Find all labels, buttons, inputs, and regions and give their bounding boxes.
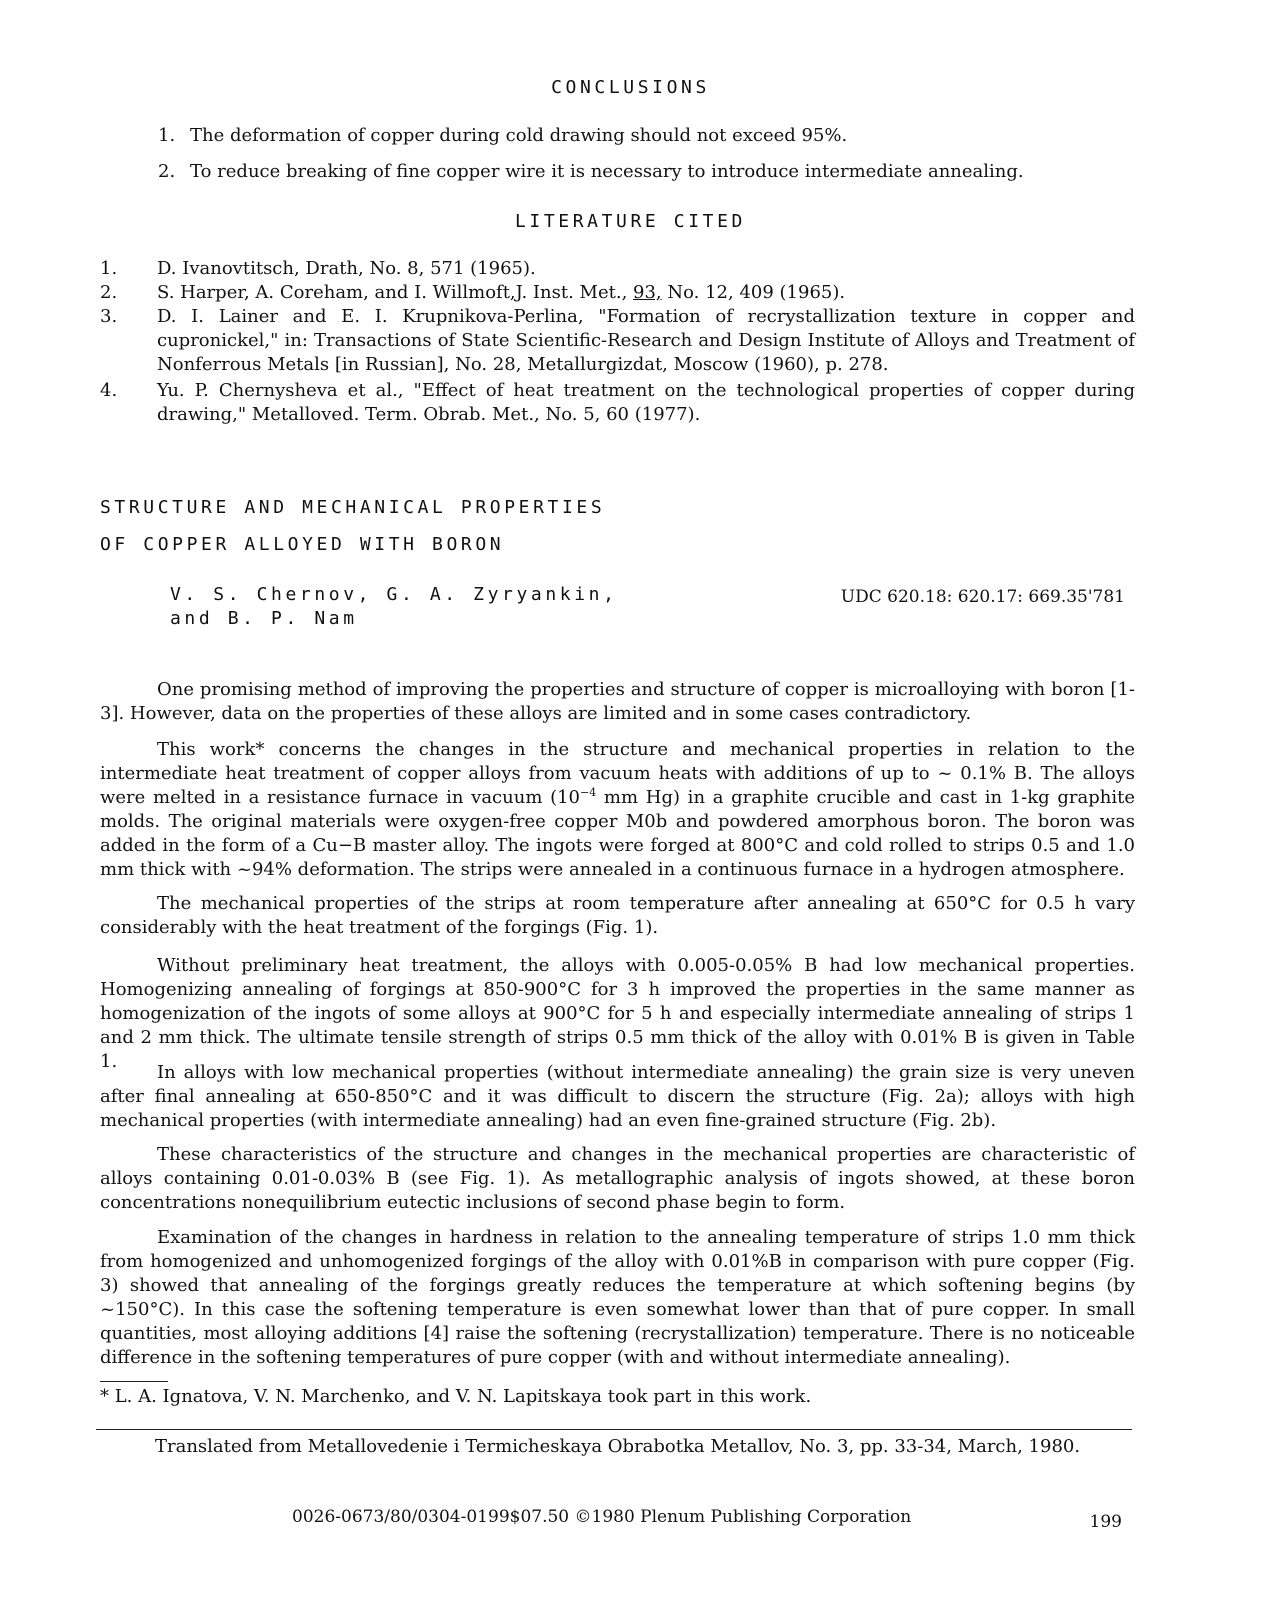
reference-item bbox=[100, 379, 1135, 427]
footnote: * L. A. Ignatova, V. N. Marchenko, and V. N. Lapitskaya took part in this work. bbox=[100, 1386, 812, 1407]
body-paragraph bbox=[100, 954, 1135, 1074]
conclusions-heading: CONCLUSIONS bbox=[551, 77, 710, 98]
paragraph-text: The mechanical properties of the strips at room temperature after annealing at 650°C for 0.5 h vary considerably with the heat treatment of the forgings (Fig. 1). bbox=[100, 893, 1135, 938]
reference-item bbox=[100, 257, 1135, 281]
reference-text: D. Ivanovtitsch, Drath, No. 8, 571 (1965). bbox=[157, 258, 536, 279]
paragraph-text: In alloys with low mechanical properties (without intermediate annealing) the grain size is very uneven after final annealing at 650-850°C and it was difficult to discern the structure (Fig. 2a); alloys with high mechanical properties (with intermediate annealing) had an even fine-grained structure (Fig. 2b). bbox=[100, 1062, 1135, 1131]
article-title-line-2: OF COPPER ALLOYED WITH BORON bbox=[100, 534, 505, 555]
reference-text-part: S. Harper, A. Coreham, and I. Willmoft,J. Inst. Met., bbox=[157, 282, 634, 303]
authors-line-1: V. S. Chernov, G. A. Zyryankin, bbox=[170, 584, 618, 605]
body-paragraph bbox=[100, 678, 1135, 726]
translation-rule bbox=[96, 1429, 1132, 1430]
reference-list bbox=[100, 257, 1135, 427]
body-paragraph bbox=[100, 1226, 1135, 1370]
paragraph-text: These characteristics of the structure and changes in the mechanical properties are characteristic of alloys containing 0.01-0.03% B (see Fig. 1). As metallographic analysis of ingots showed, at these boron concentrations nonequilibrium eutectic inclusions of second phase begin to form. bbox=[100, 1144, 1135, 1213]
translation-note: Translated from Metallovedenie i Termicheskaya Obrabotka Metallov, No. 3, pp. 33-34, March, 1980. bbox=[155, 1436, 1081, 1457]
conclusion-item bbox=[158, 160, 1118, 196]
reference-text: D. I. Lainer and E. I. Krupnikova-Perlina, "Formation of recrystallization texture in copper and cupronickel," in: Transactions of State Scientific-Research and Design Institute of Alloys and Treatment of Nonferrous Metals [in Russian], No. 28, Metallurgizdat, Moscow (1960), p. 278. bbox=[157, 306, 1135, 375]
reference-volume: 93, bbox=[633, 282, 662, 303]
footnote-rule bbox=[100, 1381, 168, 1382]
paragraph-text: This work* concerns the changes in the structure and mechanical properties in relation to the intermediate heat treatment of copper alloys from vacuum heats with additions of up to ~ 0.1% B. The alloys were melted in a resistance furnace in vacuum (10 bbox=[100, 739, 1135, 808]
body-paragraph bbox=[100, 892, 1135, 940]
authors-line-2: and B. P. Nam bbox=[170, 608, 358, 629]
reference-item bbox=[100, 281, 1135, 305]
conclusions-list bbox=[158, 124, 1118, 196]
reference-number: 1. bbox=[100, 258, 118, 279]
paragraph-text: One promising method of improving the properties and structure of copper is microalloying with boron [1-3]. However, data on the properties of these alloys are limited and in some cases contradictory. bbox=[100, 679, 1135, 724]
exponent: −4 bbox=[580, 786, 597, 799]
paragraph-text: Without preliminary heat treatment, the alloys with 0.005-0.05% B had low mechanical properties. Homogenizing annealing of forgings at 850-900°C for 3 h improved the properties in the same manner as homogenization of the ingots of some alloys at 900°C for 5 h and especially intermediate annealing of strips 1 and 2 mm thick. The ultimate tensile strength of strips 0.5 mm thick of the alloy with 0.01% B is given in Table 1. bbox=[100, 955, 1135, 1072]
page-number: 199 bbox=[1089, 1512, 1122, 1532]
footer-code: 0026-0673/80/0304-0199$07.50 ©1980 Plenum Publishing Corporation bbox=[292, 1507, 912, 1527]
conclusion-text: To reduce breaking of fine copper wire it is necessary to introduce intermediate annealing. bbox=[190, 161, 1024, 182]
udc-code: UDC 620.18: 620.17: 669.35'781 bbox=[840, 587, 1125, 607]
reference-item bbox=[100, 305, 1135, 377]
literature-heading: LITERATURE CITED bbox=[515, 211, 746, 232]
paragraph-text: mm Hg) in a graphite crucible and cast in 1-kg graphite molds. The original materials were oxygen-free copper M0b and powdered amorphous boron. The boron was added in the form of a Cu−B master alloy. The ingots were forged at 800°C and cold rolled to strips 0.5 and 1.0 mm thick with ~94% deformation. The strips were annealed in a continuous furnace in a hydrogen atmosphere. bbox=[100, 787, 1136, 880]
body-paragraph bbox=[100, 1143, 1135, 1215]
conclusion-item bbox=[158, 124, 1118, 160]
reference-text bbox=[157, 281, 1135, 305]
body-paragraph bbox=[100, 1061, 1135, 1133]
reference-number: 2. bbox=[100, 282, 118, 303]
conclusion-number: 1. bbox=[158, 125, 176, 146]
reference-text: Yu. P. Chernysheva et al., "Effect of heat treatment on the technological properties of copper during drawing," Metalloved. Term. Obrab. Met., No. 5, 60 (1977). bbox=[157, 380, 1135, 425]
reference-text-part: No. 12, 409 (1965). bbox=[661, 282, 846, 303]
reference-number: 3. bbox=[100, 306, 118, 327]
article-title-line-1: STRUCTURE AND MECHANICAL PROPERTIES bbox=[100, 497, 606, 518]
conclusion-number: 2. bbox=[158, 161, 176, 182]
conclusion-text: The deformation of copper during cold drawing should not exceed 95%. bbox=[190, 125, 848, 146]
reference-number: 4. bbox=[100, 380, 118, 401]
body-paragraph bbox=[100, 738, 1135, 882]
paragraph-text: Examination of the changes in hardness in relation to the annealing temperature of strips 1.0 mm thick from homogenized and unhomogenized forgings of the alloy with 0.01%B in comparison with pure copper (Fig. 3) showed that annealing of the forgings greatly reduces the temperature at which softening begins (by ~150°C). In this case the softening temperature is even somewhat lower than that of pure copper. In small quantities, most alloying additions [4] raise the softening (recrystallization) temperature. There is no noticeable difference in the softening temperatures of pure copper (with and without intermediate annealing). bbox=[100, 1227, 1135, 1368]
